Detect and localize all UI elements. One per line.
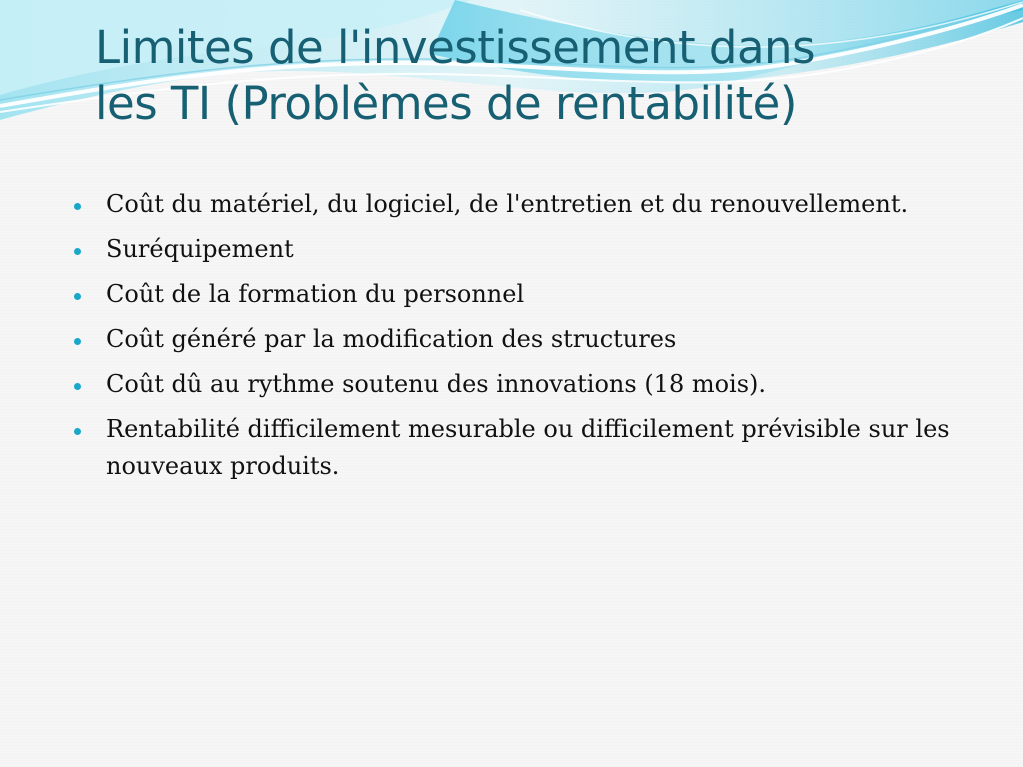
bullet-item [72,276,952,313]
bullet-item [72,411,952,485]
bullet-item [72,186,952,223]
bullet-item [72,321,952,358]
slide-title [95,20,995,132]
bullet-item [72,366,952,403]
bullet-dot-icon [74,383,81,390]
bullet-text: Coût généré par la modification des structures [106,325,677,353]
slide-title-line-2: les TI (Problèmes de rentabilité) [95,77,797,130]
bullet-dot-icon [74,428,81,435]
bullet-text: Coût dû au rythme soutenu des innovations (18 mois). [106,370,767,398]
bullet-dot-icon [74,293,81,300]
bullet-text: Coût de la formation du personnel [106,280,525,308]
bullet-text: Coût du matériel, du logiciel, de l'entretien et du renouvellement. [106,190,909,218]
bullet-item [72,231,952,268]
bullet-text: Suréquipement [106,235,294,263]
bullet-dot-icon [74,338,81,345]
slide-title-line-1: Limites de l'investissement dans [95,21,816,74]
bullet-text: Rentabilité difficilement mesurable ou difficilement prévisible sur les nouveaux produits. [106,415,950,480]
bullet-dot-icon [74,203,81,210]
bullet-list [72,186,952,493]
bullet-dot-icon [74,248,81,255]
